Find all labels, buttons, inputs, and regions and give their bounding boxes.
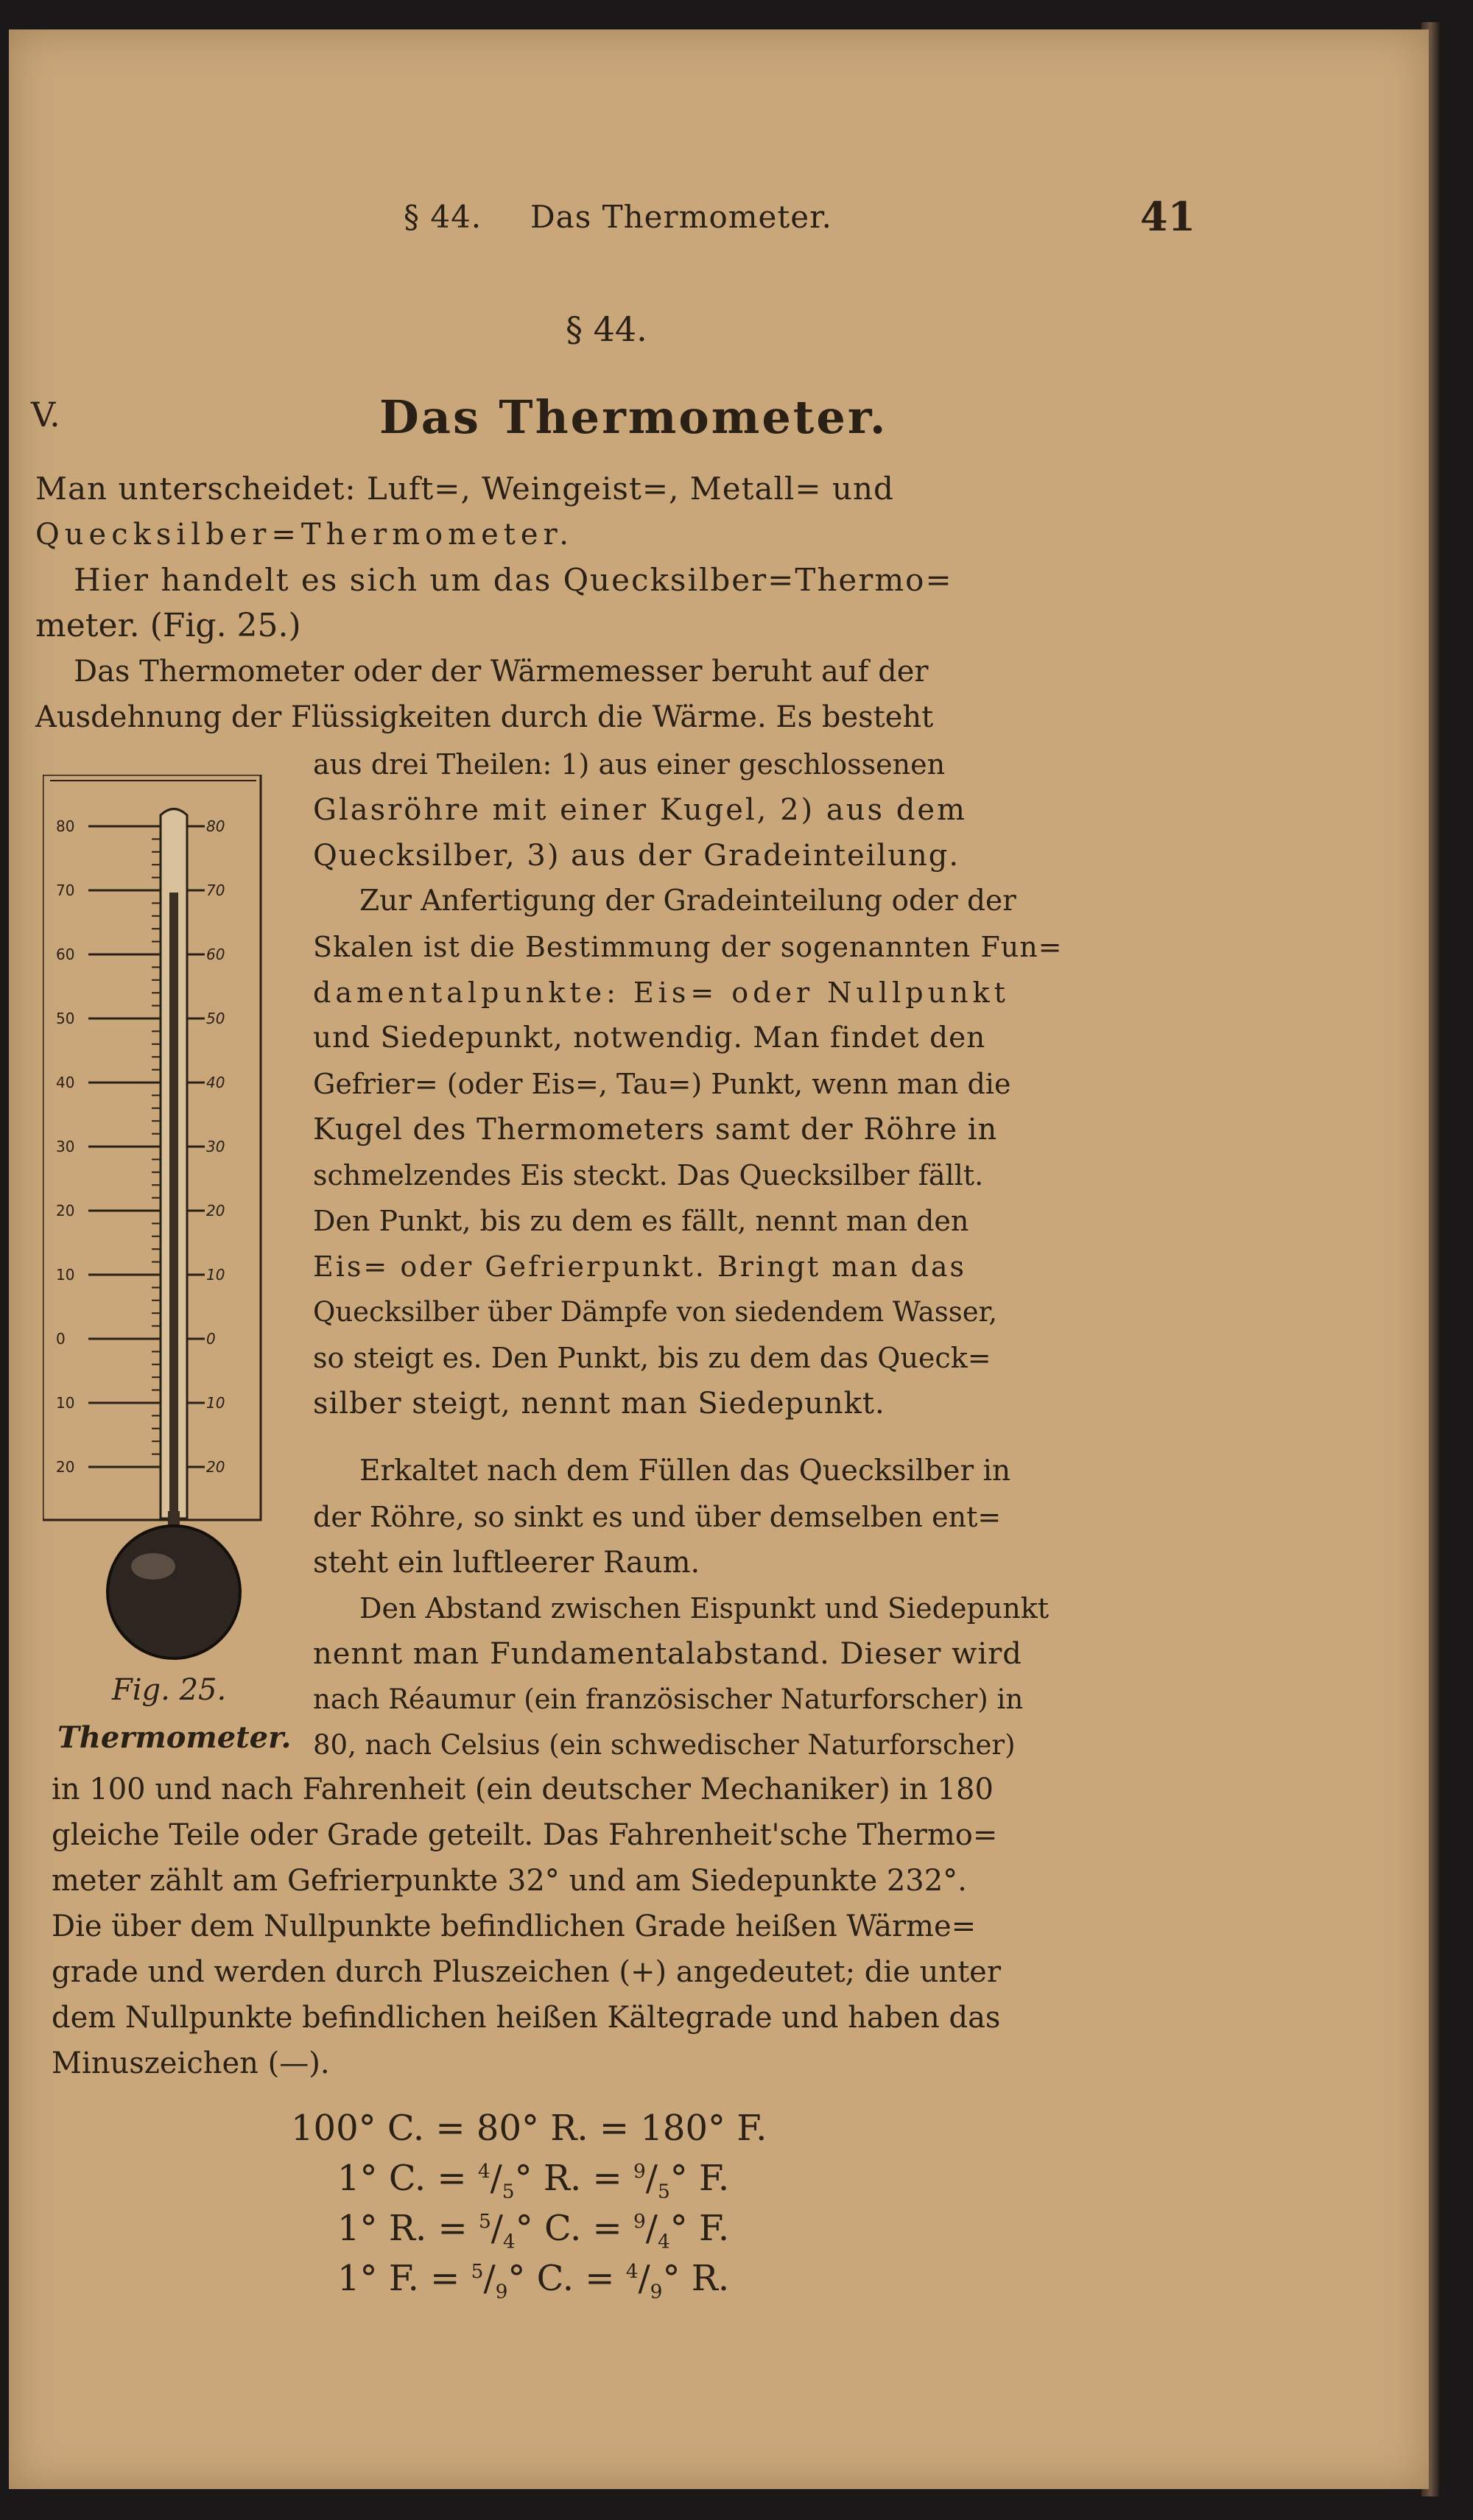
text-line: Quecksilber, 3) aus der Gradeinteilung. bbox=[313, 839, 960, 873]
formula-row: 1° F. = $^5/_9^\circ$ C. = $^4/_9^\circ$ R. bbox=[337, 2258, 730, 2303]
scale-label-left: 10 bbox=[56, 1266, 75, 1284]
text-line: meter. (Fig. 25.) bbox=[35, 607, 301, 644]
text-line: schmelzendes Eis steckt. Das Quecksilber fällt. bbox=[313, 1159, 984, 1192]
text-line: steht ein luftleerer Raum. bbox=[313, 1546, 700, 1580]
text-line: Eis= oder Gefrierpunkt. Bringt man das bbox=[313, 1250, 966, 1283]
section-title: Das Thermometer. bbox=[379, 390, 888, 444]
header-running-title: Das Thermometer. bbox=[530, 199, 832, 235]
scale-label-right: 40 bbox=[206, 1074, 225, 1091]
text-line: meter zählt am Gefrierpunkte 32° und am Siedepunkte 232°. bbox=[52, 1864, 967, 1898]
text-line: Ausdehnung der Flüssigkeiten durch die Wärme. Es besteht bbox=[35, 700, 934, 734]
text-line: nennt man Fundamentalabstand. Dieser wird bbox=[313, 1637, 1022, 1671]
text-line: Man unterscheidet: Luft=, Weingeist=, Metall= und bbox=[35, 471, 894, 507]
scale-label-right: 0 bbox=[206, 1330, 216, 1348]
mercury-column bbox=[169, 893, 178, 1526]
scale-label-left: 40 bbox=[56, 1074, 75, 1091]
scale-label-right: 50 bbox=[206, 1010, 225, 1027]
figure-caption-number: Fig. 25. bbox=[112, 1673, 227, 1707]
scale-label-right: 80 bbox=[206, 817, 225, 835]
text-line: aus drei Theilen: 1) aus einer geschlossenen bbox=[313, 748, 946, 781]
margin-mark: V. bbox=[31, 395, 60, 434]
text-line: Den Abstand zwischen Eispunkt und Siedepunkt bbox=[359, 1592, 1050, 1625]
text-line: Kugel des Thermometers samt der Röhre in bbox=[313, 1113, 998, 1147]
text-line: so steigt es. Den Punkt, bis zu dem das Queck= bbox=[313, 1342, 991, 1374]
text-line: der Röhre, so sinkt es und über demselben ent= bbox=[313, 1501, 1002, 1533]
scale-label-left: 20 bbox=[56, 1458, 75, 1476]
text-line: und Siedepunkt, notwendig. Man findet den bbox=[313, 1021, 986, 1055]
text-line: in 100 und nach Fahrenheit (ein deutscher Mechaniker) in 180 bbox=[52, 1773, 994, 1806]
text-line: Den Punkt, bis zu dem es fällt, nennt man den bbox=[313, 1205, 969, 1237]
text-line: Skalen ist die Bestimmung der sogenannten Fun= bbox=[313, 931, 1063, 963]
scale-label-right: 20 bbox=[206, 1202, 225, 1219]
scale-label-left: 30 bbox=[56, 1138, 75, 1155]
formula-row: 1° C. = $^4/_5^\circ$ R. = $^9/_5^\circ$ F. bbox=[337, 2158, 730, 2203]
mercury-bulb bbox=[108, 1526, 240, 1658]
scale-label-left: 0 bbox=[56, 1330, 66, 1348]
section-number: § 44. bbox=[566, 309, 647, 349]
header-section-ref: § 44. bbox=[404, 199, 482, 235]
page-number: 41 bbox=[1140, 193, 1196, 240]
text-line: Hier handelt es sich um das Quecksilber=Thermo= bbox=[74, 562, 953, 598]
text-line: Minuszeichen (—). bbox=[52, 2046, 330, 2080]
text-line: 80, nach Celsius (ein schwedischer Naturforscher) bbox=[313, 1729, 1016, 1761]
scale-label-right: 70 bbox=[206, 881, 225, 899]
text-line: damentalpunkte: Eis= oder Nullpunkt bbox=[313, 976, 1010, 1009]
text-line: Zur Anfertigung der Gradeinteilung oder der bbox=[359, 884, 1016, 918]
scale-label-left: 50 bbox=[56, 1010, 75, 1027]
text-line: Die über dem Nullpunkte befindlichen Grade heißen Wärme= bbox=[52, 1910, 977, 1943]
text-line: Erkaltet nach dem Füllen das Quecksilber in bbox=[359, 1454, 1011, 1488]
scale-label-left: 60 bbox=[56, 946, 75, 963]
text-line: Glasröhre mit einer Kugel, 2) aus dem bbox=[313, 793, 967, 827]
scale-label-left: 80 bbox=[56, 817, 75, 835]
scale-label-left: 70 bbox=[56, 881, 75, 899]
thermometer-figure bbox=[43, 775, 264, 1664]
figure-caption-title: Thermometer. bbox=[57, 1720, 292, 1755]
formula-row: 100° C. = 80° R. = 180° F. bbox=[291, 2108, 767, 2149]
text-line: grade und werden durch Pluszeichen (+) angedeutet; die unter bbox=[52, 1955, 1001, 1989]
scale-label-left: 20 bbox=[56, 1202, 75, 1219]
scale-label-right: 10 bbox=[206, 1394, 225, 1412]
scale-label-right: 30 bbox=[206, 1138, 225, 1155]
scale-label-right: 60 bbox=[206, 946, 225, 963]
formula-row: 1° R. = $^5/_4^\circ$ C. = $^9/_4^\circ$ F. bbox=[337, 2208, 730, 2253]
text-line: Quecksilber über Dämpfe von siedendem Wasser, bbox=[313, 1296, 998, 1328]
text-line: Gefrier= (oder Eis=, Tau=) Punkt, wenn man die bbox=[313, 1068, 1011, 1100]
text-line: silber steigt, nennt man Siedepunkt. bbox=[313, 1387, 885, 1421]
scale-label-right: 20 bbox=[206, 1458, 225, 1476]
text-line: dem Nullpunkte befindlichen heißen Kältegrade und haben das bbox=[52, 2001, 1001, 2035]
text-line: Quecksilber=Thermometer. bbox=[35, 518, 574, 552]
scale-label-left: 10 bbox=[56, 1394, 75, 1412]
text-line: nach Réaumur (ein französischer Naturforscher) in bbox=[313, 1683, 1024, 1715]
scale-label-right: 10 bbox=[206, 1266, 225, 1284]
text-line: Das Thermometer oder der Wärmemesser beruht auf der bbox=[74, 655, 929, 689]
text-line: gleiche Teile oder Grade geteilt. Das Fahrenheit'sche Thermo= bbox=[52, 1818, 998, 1852]
